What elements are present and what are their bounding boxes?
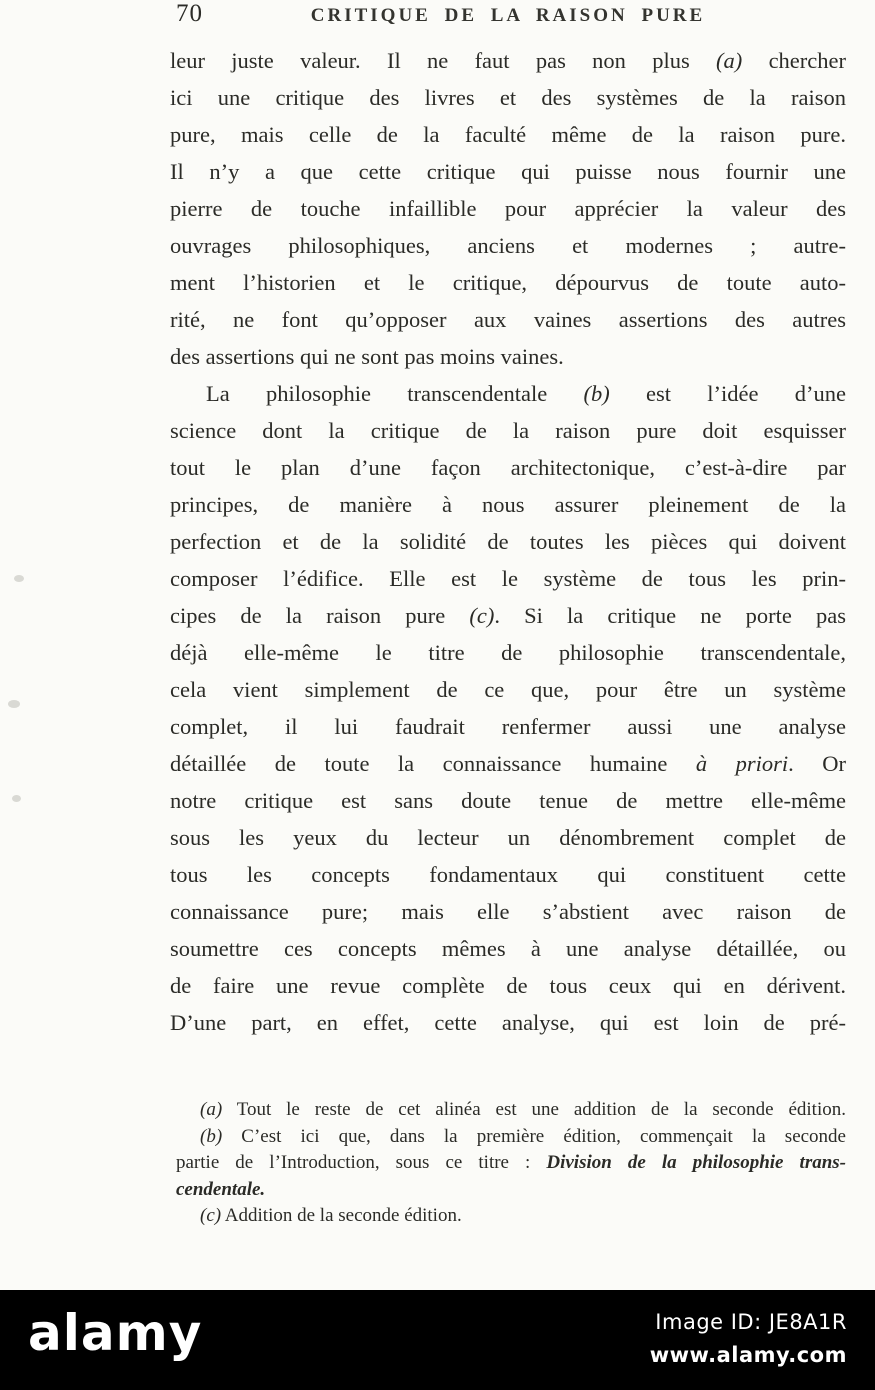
- footnote-line: [176, 1097, 846, 1124]
- italic-text: Division de la philosophie trans-: [546, 1152, 847, 1173]
- text-segment: D’une part, en effet, cette analyse, qui est loin de pré-: [170, 1010, 846, 1035]
- text-segment: . Or: [788, 751, 847, 776]
- text-line: [170, 930, 846, 967]
- italic-text: (a): [200, 1099, 223, 1120]
- text-segment: . Si la critique ne porte pas: [494, 603, 847, 628]
- text-segment: principes, de manière à nous assurer pleinement de la: [170, 492, 846, 517]
- text-segment: science dont la critique de la raison pure doit esquisser: [170, 418, 846, 443]
- text-line: [170, 819, 846, 856]
- text-segment: ment l’historien et le critique, dépourvus de toute auto-: [170, 270, 846, 295]
- scan-artifact: [12, 795, 21, 802]
- text-segment: tout le plan d’une façon architectonique, c’est-à-dire par: [170, 455, 846, 480]
- text-segment: pierre de touche infaillible pour apprécier la valeur des: [170, 196, 846, 221]
- text-line: [170, 79, 846, 116]
- footnote-line: [176, 1203, 846, 1230]
- text-line: [170, 42, 846, 79]
- text-segment: composer l’édifice. Elle est le système de tous les prin-: [170, 566, 846, 591]
- text-segment: chercher: [742, 48, 846, 73]
- footnotes: [176, 1097, 846, 1230]
- image-id-label: Image ID: JE8A1R: [655, 1310, 847, 1334]
- paragraph: [170, 375, 846, 1041]
- italic-text: (b): [200, 1125, 223, 1147]
- text-line: [170, 523, 846, 560]
- page-number: 70: [176, 0, 203, 27]
- alamy-url: www.alamy.com: [649, 1343, 847, 1367]
- text-segment: notre critique est sans doute tenue de mettre elle-même: [170, 788, 846, 813]
- text-segment: leur juste valeur. Il ne faut pas non plus: [170, 48, 717, 73]
- text-segment: cela vient simplement de ce que, pour être un système: [170, 677, 846, 702]
- text-segment: soumettre ces concepts mêmes à une analyse détaillée, ou: [170, 936, 846, 961]
- text-segment: de faire une revue complète de tous ceux qui en dérivent.: [170, 973, 846, 998]
- text-line: [170, 745, 846, 782]
- italic-text: (c): [469, 603, 495, 628]
- italic-text: (b): [583, 381, 610, 406]
- text-segment: pure, mais celle de la faculté même de la raison pure.: [170, 122, 846, 147]
- text-segment: perfection et de la solidité de toutes les pièces qui doivent: [170, 529, 846, 554]
- text-line: [170, 671, 846, 708]
- text-line: [170, 597, 846, 634]
- italic-text: à priori: [695, 751, 789, 776]
- text-segment: Tout le reste de cet alinéa est une addition de la seconde édition.: [222, 1099, 846, 1120]
- text-line: [170, 634, 846, 671]
- text-segment: rité, ne font qu’opposer aux vaines assertions des autres: [170, 307, 846, 332]
- text-line: [170, 893, 846, 930]
- text-segment: complet, il lui faudrait renfermer aussi une analyse: [170, 714, 846, 739]
- text-line: [170, 412, 846, 449]
- text-segment: connaissance pure; mais elle s’abstient avec raison de: [170, 899, 846, 924]
- watermark-info: [650, 1310, 847, 1367]
- text-line: [170, 486, 846, 523]
- text-segment: ici une critique des livres et des systèmes de la raison: [170, 85, 846, 110]
- text-segment: déjà elle-même le titre de philosophie transcendentale,: [170, 640, 846, 665]
- text-segment: La philosophie transcendentale: [206, 381, 584, 406]
- text-segment: ouvrages philosophiques, anciens et modernes ; autre-: [170, 233, 846, 258]
- text-line: [170, 967, 846, 1004]
- scan-artifact: [14, 575, 24, 582]
- text-line: [170, 449, 846, 486]
- text-segment: Il n’y a que cette critique qui puisse nous fournir une: [170, 159, 846, 184]
- text-line: [170, 264, 846, 301]
- text-segment: tous les concepts fondamentaux qui constituent cette: [170, 862, 846, 887]
- italic-text: (c): [200, 1205, 222, 1226]
- italic-text: (a): [716, 48, 743, 73]
- body-text: [170, 42, 846, 1041]
- italic-text: cendentale.: [176, 1178, 266, 1200]
- text-line: [170, 116, 846, 153]
- text-segment: est l’idée d’une: [609, 381, 846, 406]
- text-segment: cipes de la raison pure: [170, 603, 470, 628]
- running-header: CRITIQUE DE LA RAISON PURE: [310, 5, 706, 26]
- text-segment: Addition de la seconde édition.: [221, 1205, 462, 1226]
- text-line: [170, 1004, 846, 1041]
- footnote-line: [176, 1177, 846, 1204]
- text-line: [170, 153, 846, 190]
- text-line: [170, 708, 846, 745]
- watermark-bar: [0, 1290, 875, 1390]
- scan-artifact: [8, 700, 20, 708]
- text-line: [170, 375, 846, 412]
- text-segment: sous les yeux du lecteur un dénombrement complet de: [170, 825, 846, 850]
- text-line: [170, 338, 846, 375]
- text-line: [170, 856, 846, 893]
- paragraph: [170, 42, 846, 375]
- footnote-line: [176, 1150, 846, 1177]
- text-segment: détaillée de toute la connaissance humaine: [170, 751, 696, 776]
- footnote-line: [176, 1124, 846, 1151]
- text-line: [170, 301, 846, 338]
- text-segment: C’est ici que, dans la première édition, commençait la seconde: [222, 1125, 846, 1147]
- text-line: [170, 227, 846, 264]
- text-segment: des assertions qui ne sont pas moins vaines.: [170, 344, 564, 369]
- text-line: [170, 560, 846, 597]
- text-line: [170, 782, 846, 819]
- text-line: [170, 190, 846, 227]
- text-segment: partie de l’Introduction, sous ce titre :: [176, 1152, 547, 1173]
- alamy-logo: alamy: [28, 1304, 203, 1362]
